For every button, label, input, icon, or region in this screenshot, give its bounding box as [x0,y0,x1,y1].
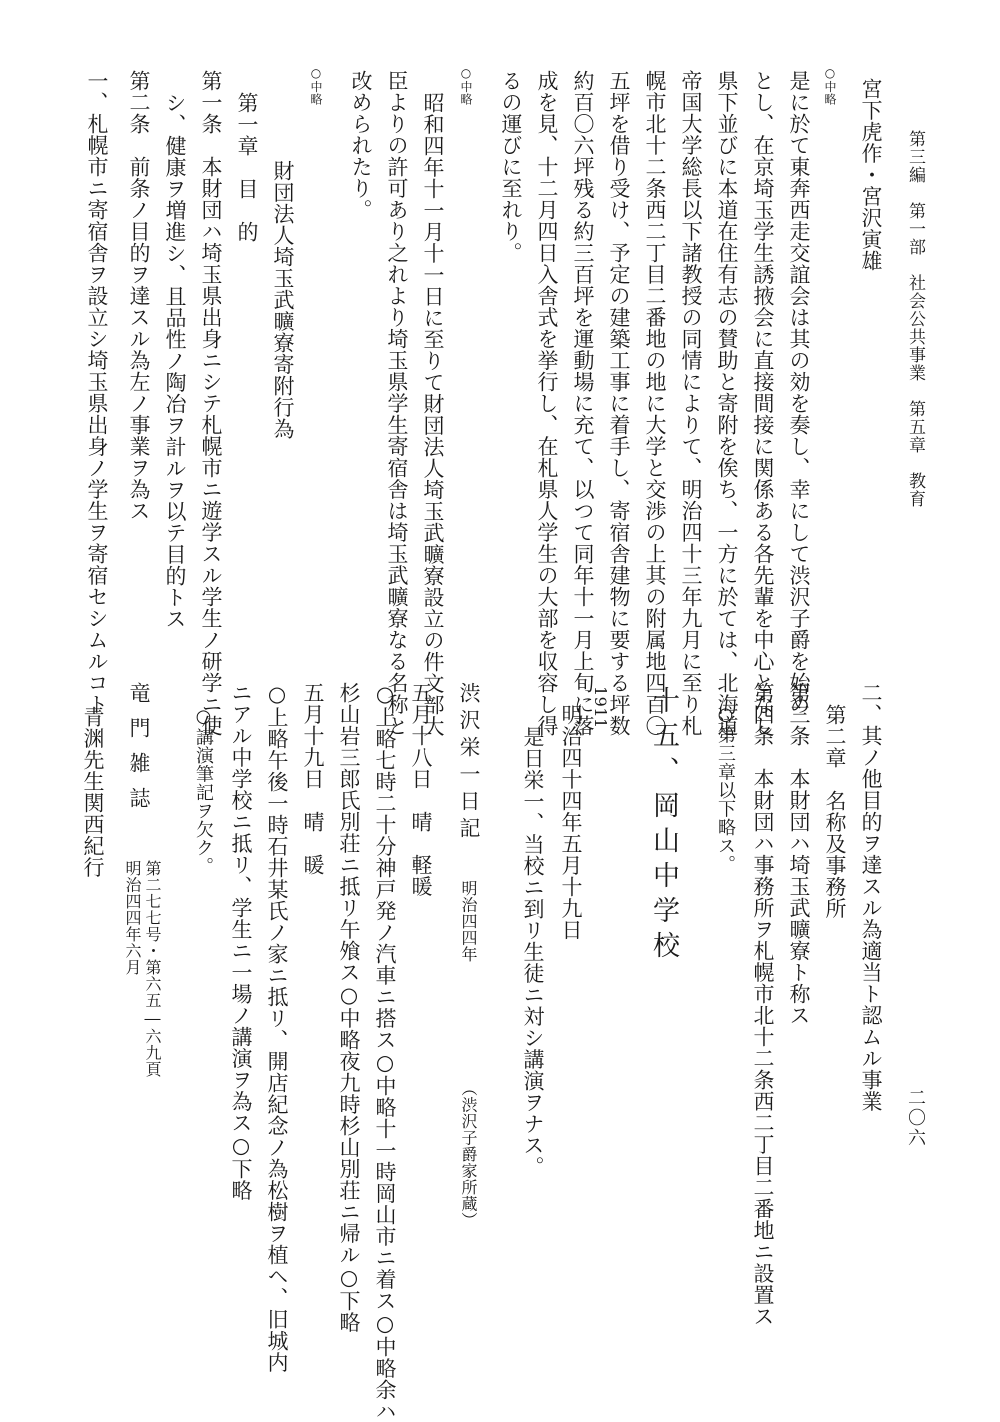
paragraph-line: 改められたり。 [349,70,373,221]
event-date: 明治四十四年五月十九日 [559,704,583,941]
magazine-issue: 第二七七号・第六五―六九頁 [143,860,162,1078]
paragraph-line: 幌市北十二条西二丁目二番地の地に大学と交渉の上其の附属地四百〇 [643,70,667,737]
diary-line: ○上略午後一時石井某氏ノ家ニ抵リ、開店紀念ノ為松樹ヲ植ヘ、旧城内 [265,682,289,1373]
paragraph-line: 臣よりの許可あり之れより埼玉県学生寄宿舎は埼玉武曠寮なる名称と [385,70,409,737]
diary-source: （渋沢子爵家所蔵） [459,1080,478,1229]
magazine-title: 竜門雑誌 [127,682,151,822]
paragraph-line: 五坪を借り受け、予定の建築工事に着手し、寄宿舎建物に要する坪数 [607,70,631,737]
article-line: 二、其ノ他目的ヲ達スル為適当ト認ムル事業 [859,682,883,1112]
diary-line: 五月十九日 晴 暖 [301,682,325,876]
diary-line: 五月十八日 晴 軽暖 [409,682,433,897]
article-line: 一、札幌市ニ寄宿舎ヲ設立シ埼玉県出身ノ学生ヲ寄宿セシムルコト [85,70,109,715]
year-label: 1911 [591,686,610,729]
act-title: 財団法人埼玉武曠寮寄附行為 [271,160,295,440]
diary-line: 杉山岩三郎氏別荘ニ抵リ午飧ス○中略夜九時杉山別荘ニ帰ル○下略 [337,682,361,1333]
omission-mark: ○中略 [823,66,837,106]
article-line: 第四条 本財団ハ事務所ヲ札幌市北十二条西二丁目二番地ニ設置ス [751,682,775,1327]
authors: 宮下虎作・宮沢寅雄 [859,78,883,272]
event-summary: 是日栄一、当校ニ到リ生徒ニ対シ講演ヲナス。 [521,726,545,1178]
diary-line: ニアル中学校ニ抵リ、学生ニ一場ノ講演ヲ為ス○下略 [229,682,253,1201]
omission-mark: ○中略 [309,66,323,106]
magazine-date: 明治四四年六月 [123,860,142,976]
chapter-heading: 第二章 名称及事務所 [823,704,847,919]
paragraph-line: 昭和四年十一月十一日に至りて財団法人埼玉武曠寮設立の件文部大 [421,92,445,737]
paragraph-line: 帝国大学総長以下諸教授の同情によりて、明治四十三年九月に至り札 [679,70,703,737]
article-line: 第三条 本財団ハ埼玉武曠寮ト称ス [787,682,811,1026]
diary-line: ○上略七時二十分神戸発ノ汽車ニ搭ス○中略十一時岡山市ニ着ス○中略余ハ [373,682,397,1422]
diary-title: 渋沢栄一日記 [457,682,481,844]
diary-year: 明治四四年 [459,880,478,963]
paragraph-line: 成を見、十二月四日入舎式を挙行し、在札県人学生の大部を収容し得 [535,70,559,737]
chapter-heading: 第一章 目 的 [235,92,259,243]
section-title: 十五、岡山中学校 [648,686,679,966]
article-line: 第一条 本財団ハ埼玉県出身ニシテ札幌市ニ遊学スル学生ノ研学ニ使 [199,70,223,737]
page-number: 二〇六 [905,1088,926,1148]
article-line: 第二条 前条ノ目的ヲ達スル為左ノ事業ヲ為ス [127,70,151,522]
diary-note: ○講演筆記ヲ欠ク。 [193,706,214,876]
article-title: 青渊先生関西紀行 [81,706,105,878]
omission-mark: ○中略 [459,66,473,106]
paragraph-line: 県下並びに本道在住有志の賛助と寄附を俟ち、一方に於ては、北海道 [715,70,739,737]
paragraph-line: るの運びに至れり。 [499,70,523,264]
omission-note: ○第三章以下略ス。 [715,704,736,874]
article-line: シ、健康ヲ増進シ、且品性ノ陶冶ヲ計ルヲ以テ目的トス [163,92,187,630]
paragraph-line: 是に於て東奔西走交誼会は其の効を奏し、幸にして渋沢子爵を始め [787,70,811,715]
running-head: 第三編 第一部 社会公共事業 第五章 教育 [905,130,925,508]
paragraph-line: とし、在京埼玉学生誘掖会に直接間接に関係ある各先輩を中心となし [751,70,775,737]
paragraph-line: 約百〇六坪残る約三百坪を運動場に充て、以つて同年十一月上旬に落 [571,70,595,737]
